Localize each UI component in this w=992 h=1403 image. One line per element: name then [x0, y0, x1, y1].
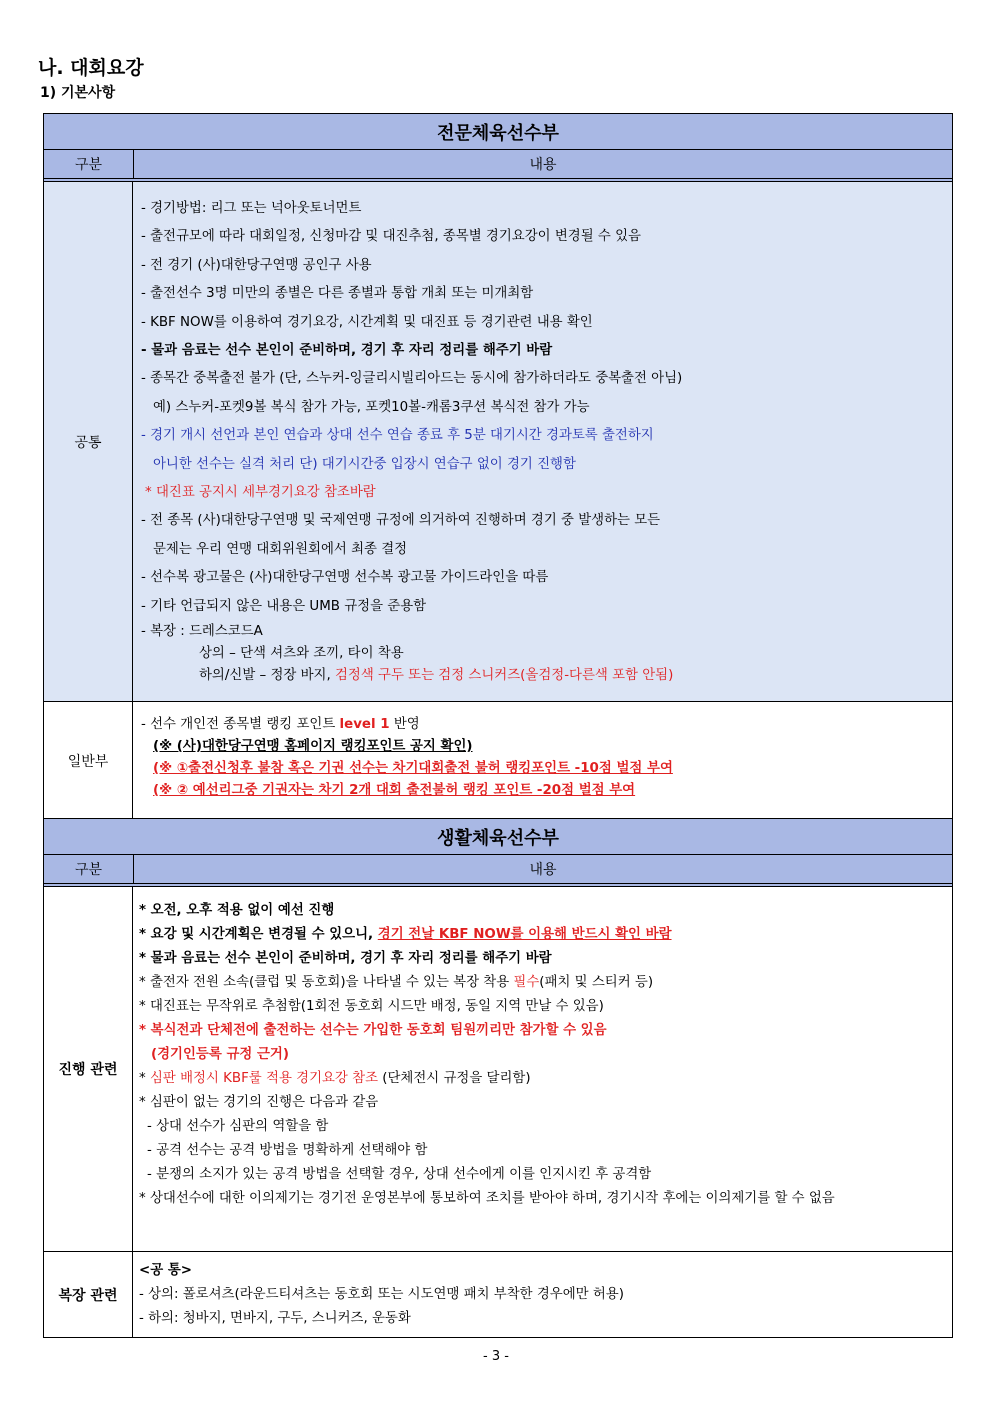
row-label-progress: 진행 관련 [44, 887, 133, 1251]
list-item: 문제는 우리 연맹 대회위원회에서 최종 결정 [153, 541, 408, 557]
list-item: - 전 경기 (사)대한당구연맹 공인구 사용 [141, 257, 372, 273]
col-content: 내용 [529, 157, 557, 173]
life-progress-row [44, 887, 952, 1252]
col-category: 구분 [44, 150, 134, 178]
col-content: 내용 [529, 862, 557, 878]
list-item: (경기인등록 규정 근거) [151, 1047, 289, 1062]
list-item: - 전 종목 (사)대한당구연맹 및 국제연맹 규정에 의거하여 진행하며 경기 중 발생하는 모든 [141, 513, 661, 529]
list-item: * 복식전과 단체전에 출전하는 선수는 가입한 동호회 팀원끼리만 참가할 수 있음 [139, 1023, 607, 1038]
text-span: 하의/신발 – 정장 바지, [199, 668, 335, 684]
pro-general-row [44, 702, 952, 820]
list-item: (※ (사)대한당구연맹 홈페이지 랭킹포인트 공지 확인) [153, 739, 473, 754]
text-span: (단체전시 규정을 달리함) [378, 1071, 531, 1086]
list-item: - 상의: 폴로셔츠(라운드티셔츠는 동호회 또는 시도연맹 패치 부착한 경우에만 허용) [139, 1287, 624, 1302]
list-item: - 경기 개시 선언과 본인 연습과 상대 선수 연습 종료 후 5분 대기시간 경과토록 출전하지 [141, 428, 654, 444]
list-item: - 상대 선수가 심판의 역할을 함 [147, 1119, 329, 1134]
text-span-red: 심판 배정시 KBF룰 적용 경기요강 참조 [149, 1071, 378, 1086]
list-item: 상의 – 단색 셔츠와 조끼, 타이 착용 [199, 646, 404, 662]
text-span: (패치 및 스티커 등) [539, 975, 654, 990]
text-span: * 요강 및 시간계획은 변경될 수 있으니, [139, 927, 378, 942]
list-item: * 상대선수에 대한 이의제기는 경기전 운영본부에 통보하여 조치를 받아야 하며, 경기시작 후에는 이의제기를 할 수 없음 [139, 1191, 835, 1206]
life-dress-row [44, 1252, 952, 1337]
life-table-title: 생활체육선수부 [44, 819, 952, 855]
page-number: - 3 - [483, 1349, 509, 1364]
pro-table [43, 113, 953, 821]
pro-general-content [133, 702, 952, 820]
list-item: 아니한 선수는 실격 처리 단) 대기시간중 입장시 연습구 없이 경기 진행함 [153, 456, 576, 472]
life-dress-content [133, 1252, 952, 1337]
list-item: * 대진표 공지시 세부경기요강 참조바람 [145, 485, 376, 501]
list-item: - 공격 선수는 공격 방법을 명확하게 선택해야 함 [147, 1143, 428, 1158]
pro-common-row [44, 182, 952, 702]
life-column-header [44, 855, 952, 887]
list-item: - 출전규모에 따라 대회일정, 신청마감 및 대진추첨, 종목별 경기요강이 변경될 수 있음 [141, 229, 641, 245]
list-item: - 경기방법: 리그 또는 넉아웃토너먼트 [141, 201, 362, 216]
list-item: - 기타 언급되지 않은 내용은 UMB 규정을 준용함 [141, 598, 427, 614]
text-span-red: 경기 전날 KBF NOW를 이용해 반드시 확인 바람 [377, 927, 672, 942]
list-item: * 심판이 없는 경기의 진행은 다음과 같음 [139, 1095, 379, 1110]
text-span-red: level 1 [339, 717, 390, 732]
list-item: * 대진표는 무작위로 추첨함(1회전 동호회 시드만 배정, 동일 지역 만날 수 있음) [139, 999, 604, 1014]
list-item: - 출전선수 3명 미만의 종별은 다른 종별과 통합 개최 또는 미개최함 [141, 286, 534, 302]
list-item: - 선수복 광고물은 (사)대한당구연맹 선수복 광고물 가이드라인을 따름 [141, 570, 549, 586]
subsection-heading: 1) 기본사항 [40, 85, 116, 101]
text-span: 반영 [389, 717, 420, 732]
list-item: (※ ② 예선리그중 기권자는 차기 2개 대회 출전불허 랭킹 포인트 -20점 벌점 부여 [153, 783, 636, 798]
list-item [141, 665, 952, 687]
list-item: - KBF NOW를 이용하여 경기요강, 시간계획 및 대진표 등 경기관련 내용 확인 [141, 314, 593, 330]
col-category: 구분 [44, 855, 134, 883]
list-item: 예) 스누커-포켓9볼 복식 참가 가능, 포켓10볼-캐롬3쿠션 복식전 참가 가능 [153, 399, 590, 415]
list-item: * 물과 음료는 선수 본인이 준비하며, 경기 후 자리 정리를 해주기 바람 [139, 951, 552, 966]
list-item: * 오전, 오후 적용 없이 예선 진행 [139, 903, 335, 918]
list-item [139, 971, 952, 995]
pro-column-header [44, 150, 952, 182]
pro-common-content [133, 182, 952, 701]
list-item: <공 통> [139, 1263, 192, 1278]
list-item: - 물과 음료는 선수 본인이 준비하며, 경기 후 자리 정리를 해주기 바람 [141, 343, 553, 359]
text-span-red: 검정색 구두 또는 검정 스니커즈(올검정-다른색 포함 안됨) [334, 668, 674, 684]
list-item [139, 1067, 952, 1091]
text-span: * 출전자 전원 소속(클럽 및 동호회)을 나타낼 수 있는 복장 착용 [139, 975, 514, 990]
row-label-dress: 복장 관련 [44, 1252, 133, 1337]
row-label-common: 공통 [44, 182, 133, 701]
list-item: - 종목간 중복출전 불가 (단, 스누커-잉글리시빌리아드는 동시에 참가하더라도 중복출전 아님) [141, 371, 683, 387]
list-item: - 분쟁의 소지가 있는 공격 방법을 선택할 경우, 상대 선수에게 이를 인지시킨 후 공격함 [147, 1167, 652, 1182]
life-progress-content [133, 887, 952, 1251]
text-span-red: 필수 [513, 975, 540, 990]
pro-table-title: 전문체육선수부 [44, 114, 952, 150]
list-item: - 하의: 청바지, 면바지, 구두, 스니커즈, 운동화 [139, 1311, 411, 1326]
list-item [141, 714, 952, 736]
text-span: * [139, 1071, 150, 1086]
text-span: - 선수 개인전 종목별 랭킹 포인트 [141, 717, 340, 732]
life-table [43, 818, 953, 1338]
list-item: (※ ①출전신청후 불참 혹은 기권 선수는 차기대회출전 불허 랭킹포인트 -10점 벌점 부여 [153, 761, 673, 776]
list-item [139, 923, 952, 947]
list-item: - 복장 : 드레스코드A [141, 624, 263, 640]
row-label-general: 일반부 [44, 702, 133, 820]
section-heading: 나. 대회요강 [38, 57, 144, 79]
